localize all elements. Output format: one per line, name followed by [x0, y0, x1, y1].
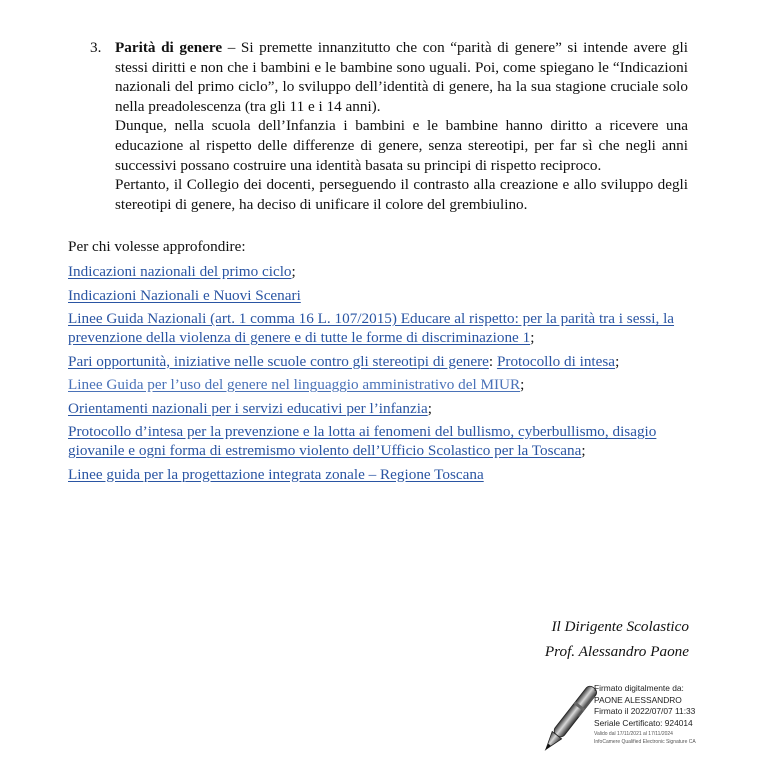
- paragraph-1-text: – Si premette innanzitutto che con “parità di genere” si intende avere gli stessi diritti e non che i bambini e le bambine sono uguali. Poi, come spiegano le “Indicazioni nazionali del primo ciclo”, lo sviluppo dell’identità di genere, ha la sua stagione cruciale solo nella preadolescenza (tra gli 11 e i 14 anni).: [115, 39, 688, 115]
- paragraph-3: Pertanto, il Collegio dei docenti, perseguendo il contrasto alla creazione e allo sviluppo degli stereotipi di genere, ha deciso di unificare il colore del grembiulino.: [115, 176, 688, 213]
- link-item: [68, 286, 698, 305]
- link-protocollo-bullismo[interactable]: Protocollo d’intesa per la prevenzione e la lotta ai fenomeni del bullismo, cyberbullismo, disagio giovanile e ogni forma di estremismo violento dell’Ufficio Scolastico per la Toscana: [68, 423, 657, 459]
- link-pari-opportunita[interactable]: Pari opportunità, iniziative nelle scuole contro gli stereotipi di genere: [68, 352, 489, 370]
- stamp-line-signer: PAONE ALESSANDRO: [594, 694, 682, 705]
- stamp-line-validity: Valido dal 17/11/2021 al 17/11/2024: [594, 730, 673, 737]
- link-item: [68, 465, 698, 484]
- stamp-line-signed-by: Firmato digitalmente da:: [594, 683, 684, 693]
- stamp-line-ca: InfoCamere Qualified Electronic Signature CA: [594, 739, 696, 746]
- link-punct: ;: [530, 329, 535, 346]
- signer-role: Il Dirigente Scolastico: [551, 618, 689, 635]
- paragraph-2: Dunque, nella scuola dell’Infanzia i bambini e le bambine hanno diritto a ricevere una educazione al rispetto delle differenze di genere, senza stereotipi, per far sì che negli anni successivi possano costruire una identità basata su principi di rispetto reciproco.: [115, 117, 688, 174]
- link-punct: ;: [520, 376, 525, 393]
- link-item: [68, 422, 698, 460]
- list-number: 3.: [90, 39, 102, 56]
- link-linee-guida-genere-linguaggio[interactable]: Linee Guida per l’uso del genere nel linguaggio amministrativo del MIUR: [68, 376, 521, 393]
- digital-signature-text: [594, 683, 696, 747]
- signer-name: Prof. Alessandro Paone: [544, 643, 689, 660]
- link-orientamenti-infanzia[interactable]: Orientamenti nazionali per i servizi educativi per l’infanzia: [68, 399, 428, 417]
- link-separator: :: [488, 352, 497, 370]
- link-punct: ;: [427, 399, 432, 417]
- link-nuovi-scenari[interactable]: Indicazioni Nazionali e Nuovi Scenari: [68, 286, 301, 304]
- stamp-line-serial: Seriale Certificato: 924014: [594, 718, 693, 729]
- link-item: [68, 352, 698, 371]
- link-punct: ;: [581, 442, 586, 459]
- link-item: [68, 262, 698, 281]
- link-protocollo-intesa[interactable]: Protocollo di intesa: [496, 352, 616, 370]
- link-indicazioni-nazionali[interactable]: Indicazioni nazionali del primo ciclo: [68, 263, 292, 280]
- link-punct: ;: [615, 352, 620, 370]
- link-item: [68, 309, 698, 347]
- link-item: [68, 375, 698, 394]
- link-regione-toscana[interactable]: Linee guida per la progettazione integrata zonale – Regione Toscana: [68, 465, 484, 483]
- stamp-line-date: Firmato il 2022/07/07 11:33: [594, 706, 696, 717]
- signature-block: [545, 614, 689, 664]
- section-body: [115, 38, 688, 214]
- link-item: [68, 399, 698, 418]
- link-punct: ;: [291, 263, 296, 280]
- pen-icon: [538, 681, 598, 761]
- further-reading-intro: Per chi volesse approfondire:: [68, 238, 246, 255]
- digital-signature-stamp: [528, 681, 708, 761]
- further-reading: [68, 237, 698, 488]
- link-linee-guida-educare-rispetto[interactable]: Linee Guida Nazionali (art. 1 comma 16 L. 107/2015) Educare al rispetto: per la parità tra i sessi, la prevenzione della violenza di genere e di tutte le forme di discriminazione 1: [68, 310, 675, 346]
- section-parita-di-genere: [90, 38, 688, 214]
- paragraph-1: [115, 38, 688, 116]
- section-title: Parità di genere: [115, 39, 223, 56]
